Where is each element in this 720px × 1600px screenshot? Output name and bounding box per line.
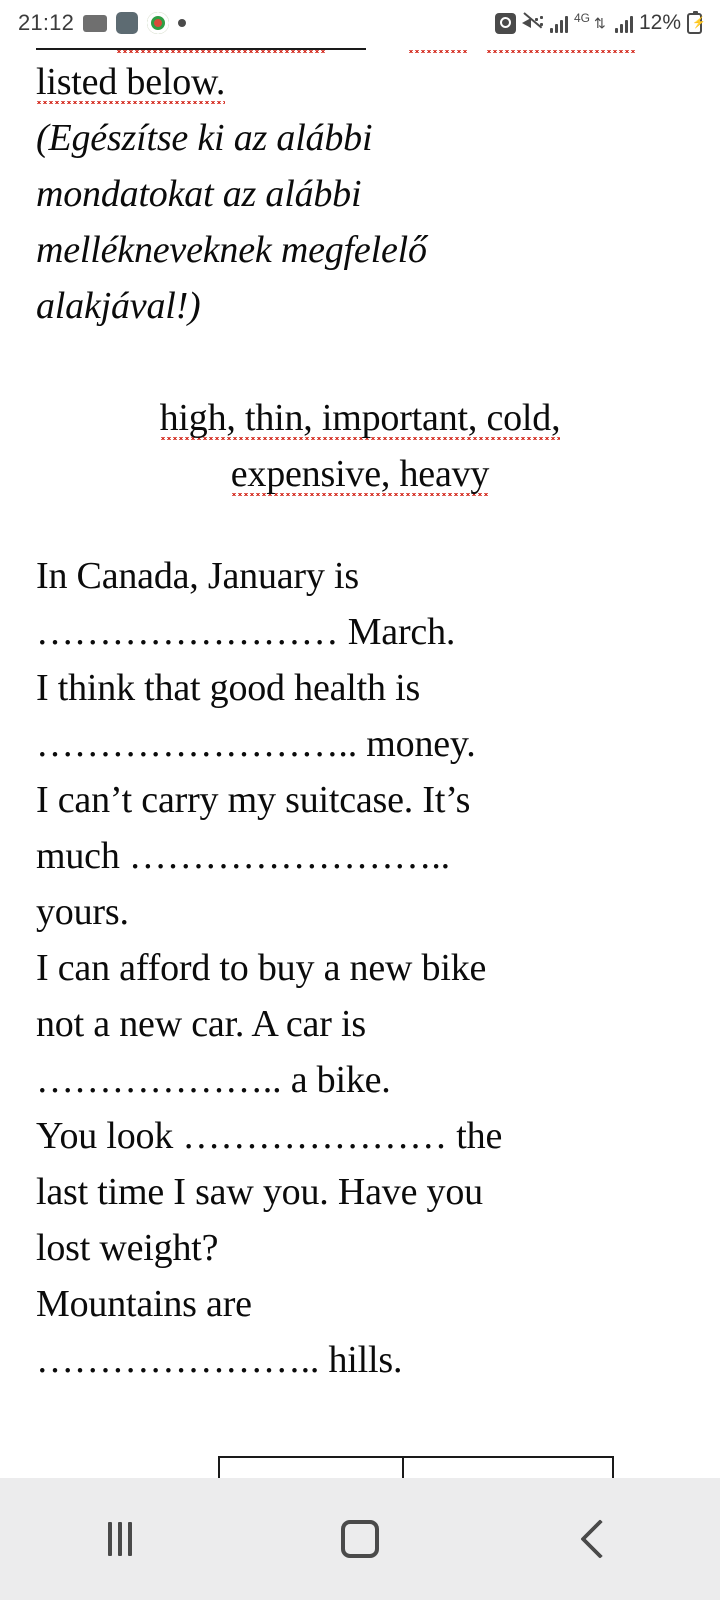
sentence-1-line-1: In Canada, January is xyxy=(36,555,359,597)
sentence-3-line-2: much …………………….. xyxy=(36,835,450,877)
sentence-4-line-2: not a new car. A car is xyxy=(36,1003,366,1045)
word-bank-line-1 xyxy=(36,390,684,446)
sentence-2-line-2: …………………….. money. xyxy=(36,723,476,765)
home-icon xyxy=(341,1520,379,1558)
sentence-6-line-1: Mountains are xyxy=(36,1283,252,1325)
exercise-sentence-2 xyxy=(36,660,684,772)
keyboard-icon xyxy=(83,15,107,32)
recents-button[interactable] xyxy=(60,1499,180,1579)
word-bank-text-1: high, thin, important, cold, xyxy=(159,397,561,439)
data-transfer-icon: ⇅ xyxy=(593,15,606,31)
instruction-line-3: mellékneveknek megfelelő xyxy=(36,229,427,271)
instruction-line-2: mondatokat az alábbi xyxy=(36,173,362,215)
sentence-4-line-3: ……………….. a bike. xyxy=(36,1059,391,1101)
exercise-sentence-1 xyxy=(36,548,684,660)
page-top-cut-line xyxy=(36,46,684,54)
exercise-sentence-3 xyxy=(36,772,684,940)
alarm-icon xyxy=(495,13,516,34)
spacer xyxy=(36,334,684,390)
sentence-5-line-2: last time I saw you. Have you xyxy=(36,1171,483,1213)
word-bank-line-2 xyxy=(36,446,684,502)
doc-line-text: listed below. xyxy=(36,61,226,103)
status-clock: 21:12 xyxy=(18,10,75,35)
table-partial xyxy=(218,1456,614,1478)
exercise-sentence-5 xyxy=(36,1108,684,1276)
home-button[interactable] xyxy=(300,1499,420,1579)
document-page xyxy=(0,46,720,1388)
sentence-3-line-3: yours. xyxy=(36,891,129,933)
battery-percent-label: 12% xyxy=(638,11,681,34)
status-bar xyxy=(0,0,720,46)
battery-charging-icon: ⚡ xyxy=(687,13,702,34)
exercise-sentence-4 xyxy=(36,940,684,1108)
mute-icon xyxy=(522,13,544,33)
document-viewer[interactable] xyxy=(0,46,720,1478)
sentence-1-line-2: …………………… March. xyxy=(36,611,456,653)
recents-icon xyxy=(108,1522,132,1556)
sentence-5-line-1: You look ………………… the xyxy=(36,1115,503,1157)
sentence-5-line-3: lost weight? xyxy=(36,1227,219,1269)
back-icon xyxy=(580,1519,620,1559)
android-navigation-bar xyxy=(0,1478,720,1600)
instruction-line-4: alakjával!) xyxy=(36,285,201,327)
status-bar-left xyxy=(18,10,186,36)
sentence-3-line-1: I can’t carry my suitcase. It’s xyxy=(36,779,471,821)
signal-icon xyxy=(550,13,568,33)
dot-icon xyxy=(178,19,186,27)
doc-line-listed-below xyxy=(36,54,684,110)
signal-icon-2 xyxy=(615,13,633,33)
word-bank-text-2: expensive, heavy xyxy=(230,453,490,495)
sentence-6-line-2: ………………….. hills. xyxy=(36,1339,403,1381)
exercise-sentence-6 xyxy=(36,1276,684,1388)
app-icon xyxy=(116,12,138,34)
sentence-4-line-1: I can afford to buy a new bike xyxy=(36,947,487,989)
back-button[interactable] xyxy=(540,1499,660,1579)
instruction-line-1: (Egészítse ki az alábbi xyxy=(36,117,373,159)
network-type-label: 4G xyxy=(573,11,590,25)
spacer-2 xyxy=(36,502,684,548)
status-bar-right xyxy=(495,11,706,35)
chrome-icon xyxy=(147,12,169,34)
sentence-2-line-1: I think that good health is xyxy=(36,667,421,709)
